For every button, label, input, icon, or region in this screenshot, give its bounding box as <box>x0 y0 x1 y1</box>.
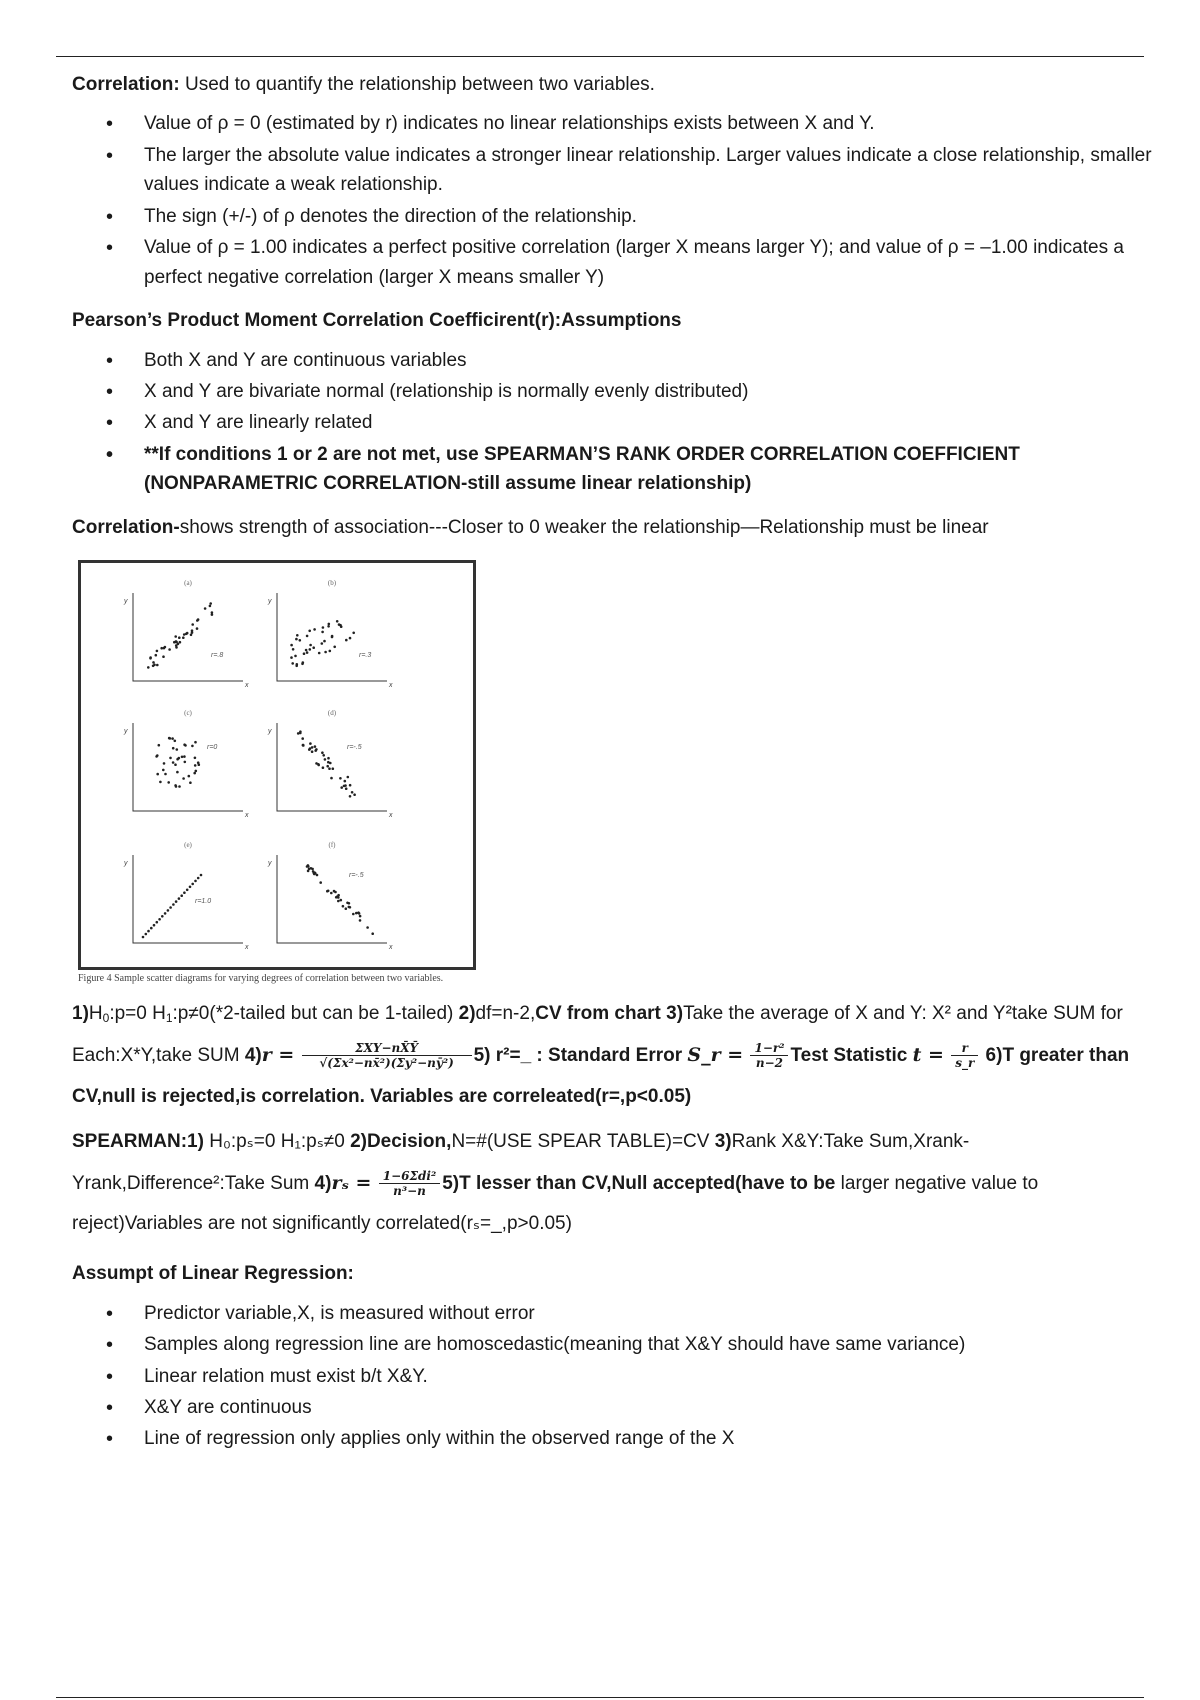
scatter-point <box>169 906 172 909</box>
scatter-point <box>322 754 325 757</box>
scatter-point <box>324 758 327 761</box>
scatter-point <box>328 768 331 771</box>
panel-label: (a) <box>184 579 192 588</box>
scatter-point <box>169 757 172 760</box>
scatter-point <box>189 782 192 785</box>
scatter-diagrams <box>81 563 473 967</box>
panel-axes <box>277 723 387 811</box>
scatter-point <box>174 764 177 767</box>
scatter-point <box>296 634 299 637</box>
correlation-intro-text: Used to quantify the relationship between two variables. <box>179 74 655 95</box>
scatter-point <box>333 890 336 893</box>
scatter-point <box>297 732 300 735</box>
scatter-point <box>333 646 336 649</box>
scatter-point <box>172 761 175 764</box>
t-formula <box>951 1041 978 1070</box>
scatter-point <box>172 903 175 906</box>
scatter-point <box>313 628 316 631</box>
scatter-point <box>342 905 345 908</box>
se-formula <box>750 1041 788 1070</box>
scatter-point <box>191 623 194 626</box>
scatter-point <box>323 640 326 643</box>
average-text: Take the average of X and Y: X² and Y²take SUM for Each:X*Y,take SUM <box>72 1003 1123 1066</box>
scatter-point <box>349 637 352 640</box>
t-numerator: r <box>951 1041 978 1056</box>
scatter-point <box>172 747 175 750</box>
scatter-point <box>301 663 304 666</box>
list-item: • Value of ρ = 1.00 indicates a perfect positive correlation (larger X means larger Y); and value of ρ = –1.00 indicates a perfect negative correlation (larger X means smaller Y) <box>144 233 1162 292</box>
step-5-text: 5) r²=_ : Standard Error <box>473 1044 688 1066</box>
scatter-point <box>302 744 305 747</box>
scatter-point <box>307 870 310 873</box>
list-item: • The sign (+/-) of ρ denotes the direction of the relationship. <box>144 202 1162 231</box>
scatter-point <box>171 737 174 740</box>
scatter-point <box>194 764 197 767</box>
y-axis-label: y <box>268 860 272 868</box>
scatter-point <box>168 648 171 651</box>
panel-axes <box>133 723 243 811</box>
strength-text: shows strength of association---Closer to 0 weaker the relationship—Relationship must be linear <box>179 516 989 538</box>
scatter-point <box>209 605 212 608</box>
scatter-point <box>353 794 356 797</box>
h0-text: H <box>88 1003 103 1025</box>
scatter-point <box>331 635 334 638</box>
scatter-point <box>142 936 145 939</box>
list-item: • X and Y are bivariate normal (relationship is normally evenly distributed) <box>144 377 1162 406</box>
scatter-point <box>183 892 186 895</box>
scatter-point <box>359 919 362 922</box>
spearman-steps <box>72 1122 1162 1246</box>
scatter-point <box>345 788 348 791</box>
scatter-point <box>164 773 167 776</box>
panel-label: (e) <box>184 841 192 850</box>
scatter-point <box>186 632 189 635</box>
scatter-point <box>174 740 177 743</box>
figure-caption: Figure 4 Sample scatter diagrams for varying degrees of correlation between two variables. <box>78 973 444 985</box>
scatter-point <box>178 897 181 900</box>
scatter-point <box>158 744 161 747</box>
scatter-point <box>183 633 186 636</box>
scatter-point <box>340 626 343 629</box>
scatter-point <box>155 654 158 657</box>
scatter-point <box>153 924 156 927</box>
scatter-point <box>290 656 293 659</box>
spearman-step-3-text: Rank X&Y:Take Sum,Xrank-Yrank,Difference²:Take Sum <box>72 1130 970 1194</box>
r-value-label: r=1.0 <box>195 898 212 906</box>
scatter-point <box>340 786 343 789</box>
x-axis-label: x <box>245 944 249 952</box>
scatter-point <box>290 644 293 647</box>
scatter-point <box>319 881 322 884</box>
scatter-point <box>306 635 309 638</box>
h1-sub: 1 <box>165 1011 173 1026</box>
scatter-point <box>162 769 165 772</box>
regression-bullets <box>72 1299 1162 1454</box>
scatter-point <box>180 895 183 898</box>
scatter-point <box>155 755 158 758</box>
spearman-step-5-rest: larger negative value to reject)Variables are not significantly correlated(rₛ=_,p>0.05) <box>72 1172 1039 1235</box>
scatter-point <box>359 915 362 918</box>
scatter-point <box>147 666 150 669</box>
rs-formula <box>379 1169 440 1198</box>
scatter-panel <box>123 709 249 819</box>
scatter-point <box>314 745 317 748</box>
scatter-point <box>326 765 329 768</box>
scatter-point <box>299 731 302 734</box>
panel-label: (b) <box>327 579 337 588</box>
scatter-point <box>299 639 302 642</box>
spearman-label: SPEARMAN:1) <box>72 1130 210 1152</box>
y-axis-label: y <box>268 598 272 606</box>
scatter-point <box>156 921 159 924</box>
scatter-point <box>204 607 207 610</box>
scatter-point <box>352 913 355 916</box>
list-item-spearman-note: • **If conditions 1 or 2 are not met, use SPEARMAN’S RANK ORDER CORRELATION COEFFICIENT (NONPARAMETRIC CORRELATION-still assume linear relationship) <box>144 440 1162 499</box>
spearman-hypothesis: H₀:pₛ=0 H₁:pₛ≠0 <box>209 1130 351 1152</box>
scatter-point <box>167 909 170 912</box>
t-denominator: s_r <box>955 1056 975 1071</box>
scatter-point <box>329 762 332 765</box>
scatter-point <box>358 912 361 915</box>
y-axis-label: y <box>124 728 128 736</box>
scatter-point <box>295 638 298 641</box>
scatter-point <box>196 619 199 622</box>
scatter-point <box>349 795 352 798</box>
scatter-panel <box>123 841 249 951</box>
df-text: df=n-2, <box>475 1003 536 1025</box>
scatter-point <box>181 756 184 759</box>
scatter-point <box>371 933 374 936</box>
step-6-text: 6)T greater than CV,null is rejected,is correlation. Variables are correleated(r=,p<0.05) <box>72 1044 1130 1107</box>
strength-line <box>72 513 1162 542</box>
correlation-bullets <box>72 109 1162 292</box>
regression-heading: Assumpt of Linear Regression: <box>72 1263 354 1285</box>
panel-label: (c) <box>184 709 192 718</box>
scatter-point <box>175 900 178 903</box>
scatter-point <box>332 768 335 771</box>
scatter-point <box>296 663 299 666</box>
scatter-point <box>345 639 348 642</box>
scatter-point <box>175 646 178 649</box>
scatter-point <box>191 883 194 886</box>
rs-symbol: rₛ = <box>331 1171 372 1194</box>
top-rule <box>56 56 1144 57</box>
scatter-point <box>186 889 189 892</box>
scatter-point <box>196 627 199 630</box>
panel-axes <box>277 855 387 943</box>
scatter-point <box>174 635 177 638</box>
scatter-panel <box>267 709 393 819</box>
spearman-step-4: 4) <box>314 1172 332 1194</box>
scatter-point <box>301 737 304 740</box>
scatter-point <box>178 785 181 788</box>
pearson-steps <box>72 994 1162 1118</box>
scatter-point <box>336 620 339 623</box>
scatter-point <box>156 664 159 667</box>
scatter-point <box>156 773 159 776</box>
scatter-point <box>175 641 178 644</box>
y-axis-label: y <box>124 860 128 868</box>
scatter-point <box>337 900 340 903</box>
scatter-figure-frame <box>78 560 476 970</box>
panel-axes <box>133 855 243 943</box>
scatter-point <box>318 652 321 655</box>
se-symbol: S_r = <box>687 1043 744 1066</box>
spearman-step-2: 2)Decision, <box>350 1130 452 1152</box>
list-item: • Linear relation must exist b/t X&Y. <box>144 1362 1162 1391</box>
scatter-point <box>327 757 330 760</box>
x-axis-label: x <box>245 682 249 690</box>
scatter-point <box>197 762 200 765</box>
r-formula <box>302 1041 472 1070</box>
scatter-point <box>339 777 342 780</box>
scatter-point <box>150 927 153 930</box>
x-axis-label: x <box>389 812 393 820</box>
hypothesis-text: :p≠0(*2-tailed but can be 1-tailed) <box>172 1003 459 1025</box>
se-denominator: n−2 <box>755 1056 784 1071</box>
h0-sub: 0 <box>102 1011 110 1026</box>
scatter-point <box>346 902 349 905</box>
pearson-heading: Pearson’s Product Moment Correlation Coefficirent(r):Assumptions <box>72 310 682 332</box>
scatter-point <box>322 626 325 629</box>
y-axis-label: y <box>268 728 272 736</box>
r-numerator: ΣXY−nX̄Ȳ <box>302 1041 472 1056</box>
cv-text: CV from chart <box>535 1003 661 1025</box>
t-symbol: t = <box>912 1043 944 1066</box>
scatter-point <box>340 899 343 902</box>
scatter-point <box>314 749 317 752</box>
scatter-point <box>313 872 316 875</box>
scatter-point <box>348 906 351 909</box>
scatter-point <box>167 781 170 784</box>
scatter-point <box>345 908 348 911</box>
scatter-point <box>292 648 295 651</box>
scatter-point <box>189 886 192 889</box>
scatter-point <box>322 767 325 770</box>
scatter-point <box>330 892 333 895</box>
scatter-point <box>163 647 166 650</box>
rs-denominator: n³−n <box>393 1183 426 1198</box>
r-value-label: r=-.5 <box>349 872 364 880</box>
scatter-point <box>311 868 314 871</box>
scatter-point <box>197 877 200 880</box>
scatter-point <box>312 647 315 650</box>
scatter-point <box>308 630 311 633</box>
scatter-point <box>311 751 314 754</box>
scatter-point <box>305 649 308 652</box>
scatter-point <box>194 880 197 883</box>
document-body <box>72 70 1162 1464</box>
spearman-step-2-text: N=#(USE SPEAR TABLE)=CV <box>451 1130 715 1152</box>
scatter-point <box>294 655 297 658</box>
scatter-point <box>152 661 155 664</box>
x-axis-label: x <box>389 944 393 952</box>
scatter-point <box>195 770 198 773</box>
scatter-point <box>147 930 150 933</box>
scatter-point <box>184 761 187 764</box>
scatter-point <box>176 758 179 761</box>
scatter-point <box>352 632 355 635</box>
scatter-point <box>349 784 352 787</box>
scatter-figure <box>78 560 478 984</box>
scatter-point <box>327 890 330 893</box>
scatter-point <box>306 651 309 654</box>
scatter-point <box>344 784 347 787</box>
scatter-point <box>330 777 333 780</box>
list-item: • Value of ρ = 0 (estimated by r) indicates no linear relationships exists between X and Y. <box>144 109 1162 138</box>
list-item: • The larger the absolute value indicates a stronger linear relationship. Larger values indicate a close relationship, smaller values indicate a weak relationship. <box>144 141 1162 200</box>
list-item: • Samples along regression line are homoscedastic(meaning that X&Y should have same variance) <box>144 1330 1162 1359</box>
scatter-point <box>188 775 191 778</box>
step-1-label: 1) <box>72 1003 89 1025</box>
scatter-point <box>156 650 159 653</box>
scatter-point <box>169 737 172 740</box>
scatter-point <box>163 762 166 765</box>
scatter-point <box>309 742 312 745</box>
scatter-point <box>162 656 165 659</box>
spearman-step-5: 5)T lesser than CV,Null accepted(have to be <box>442 1172 841 1194</box>
scatter-point <box>209 602 212 605</box>
list-item: • X&Y are continuous <box>144 1393 1162 1422</box>
scatter-point <box>193 772 196 775</box>
scatter-point <box>182 637 185 640</box>
scatter-point <box>200 874 203 877</box>
list-item: • X and Y are linearly related <box>144 408 1162 437</box>
r-symbol: r = <box>261 1043 295 1066</box>
scatter-point <box>309 648 312 651</box>
se-numerator: 1−r² <box>750 1041 788 1056</box>
scatter-point <box>303 653 306 656</box>
scatter-point <box>153 664 156 667</box>
scatter-point <box>184 744 187 747</box>
scatter-panel <box>123 579 249 689</box>
scatter-point <box>161 915 164 918</box>
test-statistic-label: Test Statistic <box>790 1044 913 1066</box>
panel-label: (d) <box>327 709 337 718</box>
scatter-point <box>178 637 181 640</box>
step-3-label: 3) <box>660 1003 684 1025</box>
scatter-point <box>309 644 312 647</box>
scatter-point <box>291 662 294 665</box>
scatter-point <box>316 874 319 877</box>
scatter-point <box>194 741 197 744</box>
scatter-point <box>145 933 148 936</box>
scatter-point <box>321 752 324 755</box>
scatter-point <box>335 896 338 899</box>
scatter-panel <box>267 841 393 951</box>
scatter-point <box>351 791 354 794</box>
scatter-point <box>327 625 330 628</box>
scatter-point <box>179 641 182 644</box>
scatter-point <box>183 755 186 758</box>
scatter-point <box>175 785 178 788</box>
scatter-point <box>329 650 332 653</box>
scatter-point <box>324 651 327 654</box>
correlation-intro <box>72 70 1162 99</box>
scatter-point <box>182 777 185 780</box>
list-item: • Predictor variable,X, is measured without error <box>144 1299 1162 1328</box>
scatter-point <box>306 865 309 868</box>
x-axis-label: x <box>389 682 393 690</box>
scatter-point <box>315 762 318 765</box>
scatter-point <box>211 611 214 614</box>
pearson-bullets <box>72 346 1162 499</box>
spearman-step-3: 3) <box>714 1130 732 1152</box>
scatter-point <box>347 776 350 779</box>
list-item: • Line of regression only applies only within the observed range of the X <box>144 1424 1162 1453</box>
r-value-label: r=.3 <box>359 652 372 660</box>
scatter-point <box>321 631 324 634</box>
y-axis-label: y <box>124 598 128 606</box>
scatter-point <box>176 771 179 774</box>
step-4-label: 4) <box>244 1044 262 1066</box>
scatter-point <box>194 757 197 760</box>
scatter-point <box>176 748 179 751</box>
r-value-label: r=.8 <box>211 652 224 660</box>
strength-label: Correlation- <box>72 516 180 538</box>
scatter-point <box>149 656 152 659</box>
r-value-label: r=-.5 <box>347 744 362 752</box>
rs-numerator: 1−6Σdi² <box>379 1169 440 1184</box>
scatter-point <box>191 630 194 633</box>
scatter-point <box>344 780 347 783</box>
scatter-point <box>158 918 161 921</box>
correlation-label: Correlation: <box>72 74 180 95</box>
step-2-label: 2) <box>458 1003 476 1025</box>
scatter-point <box>159 781 162 784</box>
scatter-point <box>328 623 331 626</box>
h1-text: :p=0 H <box>109 1003 166 1025</box>
r-denominator: √(Σx²−nx̄²)(Σy²−nȳ²) <box>319 1056 454 1071</box>
list-item: • Both X and Y are continuous variables <box>144 346 1162 375</box>
scatter-point <box>164 912 167 915</box>
x-axis-label: x <box>245 812 249 820</box>
panel-label: (f) <box>328 841 336 850</box>
scatter-point <box>366 926 369 929</box>
scatter-point <box>321 642 324 645</box>
r-value-label: r=0 <box>207 744 218 752</box>
scatter-point <box>309 747 312 750</box>
scatter-point <box>355 912 358 915</box>
scatter-panel <box>267 579 393 689</box>
bottom-rule <box>56 1697 1144 1698</box>
scatter-point <box>191 745 194 748</box>
